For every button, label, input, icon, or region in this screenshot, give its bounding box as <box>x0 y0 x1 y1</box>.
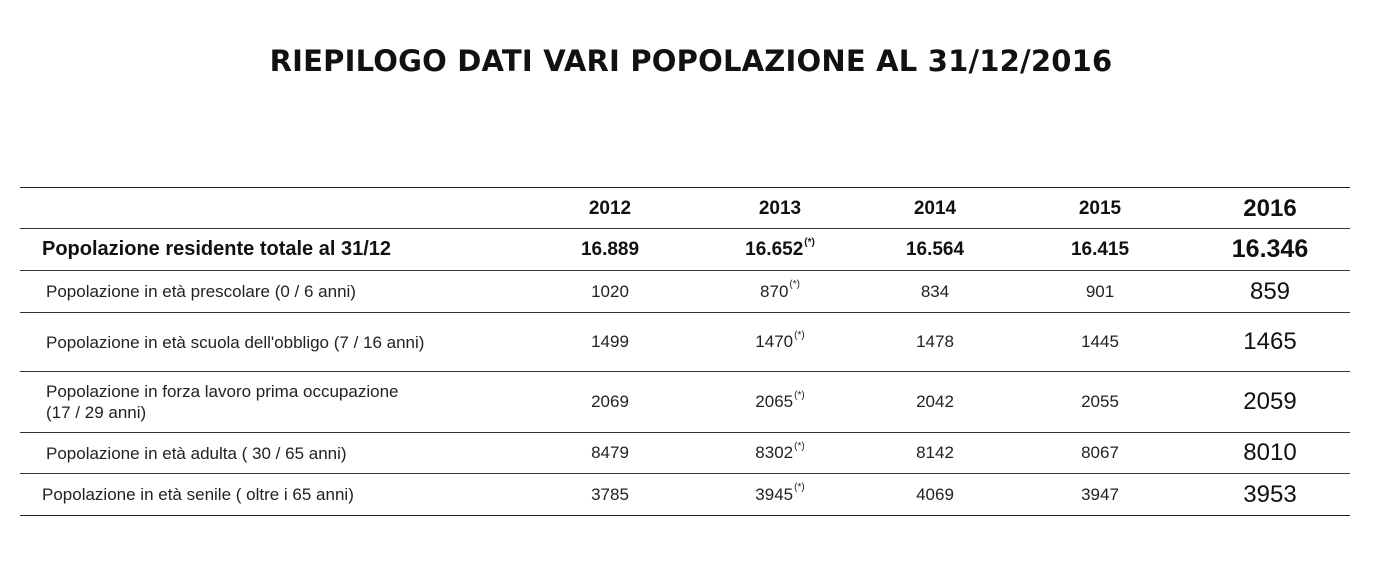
value-2012: 2069 <box>591 392 629 411</box>
value-2012: 3785 <box>591 484 629 504</box>
value-2014: 4069 <box>916 484 954 504</box>
footnote-marker: (*) <box>789 279 800 290</box>
total-value-2012: 16.889 <box>580 238 640 260</box>
value-2016: 8010 <box>1243 439 1297 466</box>
table-row <box>20 271 1350 312</box>
value: 2065 <box>755 392 794 411</box>
row-label: Popolazione in età scuola dell'obbligo (7 / 16 anni) <box>46 332 425 352</box>
table-row <box>20 433 1350 473</box>
year-header-2014: 2014 <box>913 197 957 219</box>
year-header-2016: 2016 <box>1243 194 1297 222</box>
table-row <box>20 474 1350 515</box>
total-value-2015: 16.415 <box>1070 238 1130 260</box>
footnote-marker: (*) <box>794 482 805 493</box>
total-row <box>20 229 1350 270</box>
value-2013 <box>715 372 845 432</box>
value-2015: 901 <box>1085 281 1115 301</box>
value-2012: 1499 <box>591 332 629 351</box>
value-2016: 3953 <box>1243 480 1297 508</box>
value-2013 <box>715 433 845 473</box>
value-2013 <box>715 474 845 515</box>
value-2012: 1020 <box>591 281 629 301</box>
row-label: Popolazione in età senile ( oltre i 65 anni) <box>42 485 354 504</box>
table-bottom-rule <box>20 515 1350 516</box>
page-title: RIEPILOGO DATI VARI POPOLAZIONE AL 31/12/2016 <box>269 44 1113 78</box>
value-2016: 2059 <box>1243 388 1297 415</box>
value-2015: 8067 <box>1081 443 1119 462</box>
value-2014: 8142 <box>916 443 954 462</box>
footnote-marker: (*) <box>794 329 805 341</box>
footnote-marker: (*) <box>794 389 805 401</box>
value: 3945 <box>755 484 794 504</box>
total-value-2013 <box>715 229 845 270</box>
row-label: Popolazione in età prescolare (0 / 6 anni) <box>46 282 356 301</box>
value-2015: 3947 <box>1081 484 1119 504</box>
total-label: Popolazione residente totale al 31/12 <box>42 238 392 260</box>
value-2016: 859 <box>1249 277 1291 305</box>
table-top-rule <box>20 187 1350 188</box>
year-header-2012: 2012 <box>588 197 632 219</box>
value-2013 <box>715 271 845 312</box>
value-2014: 834 <box>920 281 950 301</box>
table-row <box>20 372 1350 432</box>
value-2014: 2042 <box>916 392 954 411</box>
value-2013 <box>715 313 845 371</box>
year-header-2015: 2015 <box>1078 197 1122 219</box>
year-header-2013: 2013 <box>758 197 802 219</box>
total-value-2014: 16.564 <box>905 238 965 260</box>
footnote-marker: (*) <box>804 237 815 248</box>
table-row <box>20 313 1350 371</box>
value-2014: 1478 <box>916 332 954 351</box>
value-2015: 2055 <box>1081 392 1119 411</box>
value-2016: 1465 <box>1243 328 1297 355</box>
total-value: 16.652 <box>745 238 804 260</box>
header-row <box>20 189 1350 228</box>
footnote-marker: (*) <box>794 440 805 452</box>
value: 8302 <box>755 443 794 462</box>
row-label: Popolazione in età adulta ( 30 / 65 anni) <box>46 443 347 463</box>
value: 1470 <box>755 332 794 351</box>
total-value-2016: 16.346 <box>1231 235 1309 263</box>
row-label: Popolazione in forza lavoro prima occupazione (17 / 29 anni) <box>46 382 399 422</box>
value: 870 <box>760 281 789 301</box>
value-2015: 1445 <box>1081 332 1119 351</box>
value-2012: 8479 <box>591 443 629 462</box>
